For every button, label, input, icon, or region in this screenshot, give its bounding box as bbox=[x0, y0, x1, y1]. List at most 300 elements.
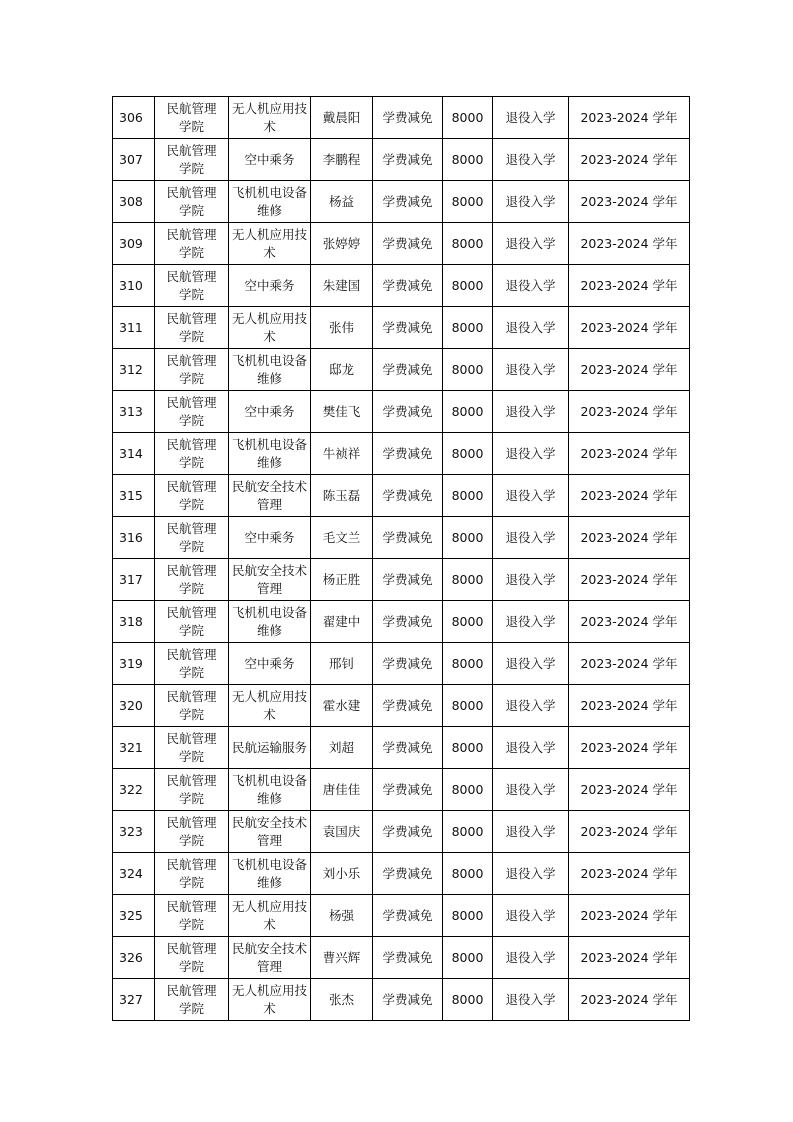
cell-academic-year-text: 2023-2024 学年 bbox=[580, 949, 678, 965]
cell-student-name-text: 杨益 bbox=[328, 193, 354, 209]
cell-student-name-text: 戴晨阳 bbox=[322, 109, 361, 125]
cell-student-name bbox=[311, 433, 373, 475]
cell-reason-text: 退役入学 bbox=[505, 991, 556, 1007]
cell-student-name bbox=[311, 349, 373, 391]
cell-college-text: 民航管理学院 bbox=[166, 814, 217, 848]
cell-major bbox=[229, 97, 311, 139]
cell-college-text: 民航管理学院 bbox=[166, 646, 217, 680]
cell-aid-type bbox=[373, 391, 443, 433]
cell-college-text: 民航管理学院 bbox=[166, 982, 217, 1016]
cell-major bbox=[229, 391, 311, 433]
cell-major bbox=[229, 517, 311, 559]
cell-major bbox=[229, 727, 311, 769]
cell-row-number bbox=[113, 979, 155, 1021]
cell-student-name-text: 张杰 bbox=[328, 991, 354, 1007]
cell-academic-year bbox=[569, 223, 690, 265]
cell-reason-text: 退役入学 bbox=[505, 193, 556, 209]
cell-major-text: 民航运输服务 bbox=[231, 739, 307, 755]
table-row bbox=[113, 811, 690, 853]
cell-amount bbox=[443, 97, 493, 139]
cell-college bbox=[155, 139, 229, 181]
cell-student-name bbox=[311, 475, 373, 517]
table-row bbox=[113, 139, 690, 181]
cell-aid-type-text: 学费减免 bbox=[382, 193, 433, 209]
cell-reason-text: 退役入学 bbox=[505, 823, 556, 839]
cell-reason bbox=[493, 223, 569, 265]
cell-amount bbox=[443, 685, 493, 727]
cell-amount bbox=[443, 349, 493, 391]
cell-academic-year bbox=[569, 895, 690, 937]
cell-student-name bbox=[311, 727, 373, 769]
cell-major-text: 飞机机电设备维修 bbox=[231, 184, 307, 218]
cell-college-text: 民航管理学院 bbox=[166, 436, 217, 470]
cell-academic-year-text: 2023-2024 学年 bbox=[580, 907, 678, 923]
cell-reason bbox=[493, 685, 569, 727]
cell-major bbox=[229, 349, 311, 391]
table-row bbox=[113, 769, 690, 811]
cell-reason-text: 退役入学 bbox=[505, 109, 556, 125]
cell-college bbox=[155, 391, 229, 433]
cell-major-text: 空中乘务 bbox=[244, 655, 295, 671]
cell-major-text: 民航安全技术管理 bbox=[231, 814, 307, 848]
cell-major bbox=[229, 559, 311, 601]
cell-amount bbox=[443, 517, 493, 559]
cell-college-text: 民航管理学院 bbox=[166, 310, 217, 344]
cell-major-text: 民航安全技术管理 bbox=[231, 940, 307, 974]
cell-aid-type bbox=[373, 979, 443, 1021]
cell-college-text: 民航管理学院 bbox=[166, 394, 217, 428]
cell-amount-text: 8000 bbox=[451, 949, 484, 965]
cell-student-name-text: 翟建中 bbox=[322, 613, 361, 629]
cell-amount-text: 8000 bbox=[451, 781, 484, 797]
table-body bbox=[113, 97, 690, 1021]
cell-major bbox=[229, 685, 311, 727]
cell-reason bbox=[493, 937, 569, 979]
table-row bbox=[113, 433, 690, 475]
cell-major-text: 飞机机电设备维修 bbox=[231, 856, 307, 890]
cell-row-number-text: 312 bbox=[119, 361, 143, 377]
cell-major-text: 飞机机电设备维修 bbox=[231, 772, 307, 806]
cell-academic-year-text: 2023-2024 学年 bbox=[580, 403, 678, 419]
cell-student-name bbox=[311, 643, 373, 685]
cell-reason bbox=[493, 475, 569, 517]
cell-amount bbox=[443, 895, 493, 937]
cell-row-number-text: 313 bbox=[119, 403, 143, 419]
cell-aid-type bbox=[373, 517, 443, 559]
cell-student-name-text: 袁国庆 bbox=[322, 823, 361, 839]
cell-major-text: 无人机应用技术 bbox=[231, 100, 307, 134]
cell-academic-year-text: 2023-2024 学年 bbox=[580, 319, 678, 335]
cell-student-name-text: 曹兴辉 bbox=[322, 949, 361, 965]
cell-major-text: 空中乘务 bbox=[244, 277, 295, 293]
cell-reason bbox=[493, 349, 569, 391]
cell-reason-text: 退役入学 bbox=[505, 277, 556, 293]
cell-college-text: 民航管理学院 bbox=[166, 688, 217, 722]
cell-major-text: 飞机机电设备维修 bbox=[231, 352, 307, 386]
cell-college bbox=[155, 181, 229, 223]
cell-row-number bbox=[113, 265, 155, 307]
cell-row-number-text: 317 bbox=[119, 571, 143, 587]
cell-student-name bbox=[311, 265, 373, 307]
cell-amount bbox=[443, 181, 493, 223]
cell-academic-year bbox=[569, 853, 690, 895]
cell-reason bbox=[493, 979, 569, 1021]
cell-student-name bbox=[311, 181, 373, 223]
cell-student-name bbox=[311, 601, 373, 643]
cell-major-text: 民航安全技术管理 bbox=[231, 562, 307, 596]
table-row bbox=[113, 685, 690, 727]
cell-aid-type-text: 学费减免 bbox=[382, 403, 433, 419]
cell-row-number bbox=[113, 139, 155, 181]
cell-major bbox=[229, 307, 311, 349]
cell-row-number bbox=[113, 223, 155, 265]
cell-aid-type bbox=[373, 727, 443, 769]
cell-student-name-text: 牛祯祥 bbox=[322, 445, 361, 461]
tuition-waiver-table bbox=[112, 96, 690, 1021]
cell-college bbox=[155, 979, 229, 1021]
cell-reason bbox=[493, 559, 569, 601]
cell-academic-year bbox=[569, 979, 690, 1021]
cell-major bbox=[229, 853, 311, 895]
cell-reason-text: 退役入学 bbox=[505, 739, 556, 755]
cell-amount-text: 8000 bbox=[451, 445, 484, 461]
cell-row-number bbox=[113, 391, 155, 433]
cell-amount bbox=[443, 391, 493, 433]
cell-major bbox=[229, 643, 311, 685]
cell-student-name bbox=[311, 979, 373, 1021]
cell-amount-text: 8000 bbox=[451, 193, 484, 209]
cell-college-text: 民航管理学院 bbox=[166, 562, 217, 596]
cell-academic-year-text: 2023-2024 学年 bbox=[580, 823, 678, 839]
cell-major-text: 空中乘务 bbox=[244, 403, 295, 419]
cell-college bbox=[155, 307, 229, 349]
cell-aid-type-text: 学费减免 bbox=[382, 277, 433, 293]
cell-student-name bbox=[311, 559, 373, 601]
cell-amount bbox=[443, 727, 493, 769]
cell-academic-year bbox=[569, 391, 690, 433]
cell-student-name bbox=[311, 811, 373, 853]
cell-major bbox=[229, 139, 311, 181]
cell-academic-year-text: 2023-2024 学年 bbox=[580, 277, 678, 293]
cell-row-number bbox=[113, 433, 155, 475]
cell-amount-text: 8000 bbox=[451, 487, 484, 503]
cell-reason bbox=[493, 391, 569, 433]
cell-reason-text: 退役入学 bbox=[505, 487, 556, 503]
cell-aid-type-text: 学费减免 bbox=[382, 571, 433, 587]
cell-aid-type bbox=[373, 811, 443, 853]
cell-row-number bbox=[113, 643, 155, 685]
cell-amount-text: 8000 bbox=[451, 403, 484, 419]
cell-academic-year bbox=[569, 349, 690, 391]
cell-college bbox=[155, 223, 229, 265]
cell-reason-text: 退役入学 bbox=[505, 319, 556, 335]
cell-amount bbox=[443, 853, 493, 895]
cell-major bbox=[229, 895, 311, 937]
cell-row-number bbox=[113, 727, 155, 769]
cell-student-name-text: 唐佳佳 bbox=[322, 781, 361, 797]
cell-amount-text: 8000 bbox=[451, 655, 484, 671]
cell-row-number-text: 314 bbox=[119, 445, 143, 461]
cell-student-name bbox=[311, 937, 373, 979]
cell-academic-year-text: 2023-2024 学年 bbox=[580, 655, 678, 671]
cell-student-name bbox=[311, 391, 373, 433]
table-row bbox=[113, 601, 690, 643]
cell-academic-year bbox=[569, 937, 690, 979]
cell-student-name-text: 邸龙 bbox=[328, 361, 354, 377]
cell-academic-year-text: 2023-2024 学年 bbox=[580, 109, 678, 125]
cell-student-name-text: 杨强 bbox=[328, 907, 354, 923]
cell-college bbox=[155, 853, 229, 895]
cell-academic-year bbox=[569, 811, 690, 853]
cell-aid-type-text: 学费减免 bbox=[382, 655, 433, 671]
cell-row-number bbox=[113, 475, 155, 517]
cell-row-number bbox=[113, 559, 155, 601]
cell-academic-year bbox=[569, 97, 690, 139]
cell-row-number bbox=[113, 517, 155, 559]
cell-amount bbox=[443, 643, 493, 685]
table-row bbox=[113, 97, 690, 139]
cell-amount bbox=[443, 601, 493, 643]
cell-amount-text: 8000 bbox=[451, 697, 484, 713]
cell-row-number-text: 309 bbox=[119, 235, 143, 251]
cell-aid-type-text: 学费减免 bbox=[382, 613, 433, 629]
cell-amount-text: 8000 bbox=[451, 907, 484, 923]
cell-amount-text: 8000 bbox=[451, 739, 484, 755]
cell-row-number bbox=[113, 349, 155, 391]
cell-amount bbox=[443, 475, 493, 517]
cell-student-name-text: 陈玉磊 bbox=[322, 487, 361, 503]
cell-reason bbox=[493, 97, 569, 139]
cell-row-number-text: 306 bbox=[119, 109, 143, 125]
cell-major bbox=[229, 475, 311, 517]
cell-college bbox=[155, 895, 229, 937]
cell-reason-text: 退役入学 bbox=[505, 235, 556, 251]
cell-student-name bbox=[311, 895, 373, 937]
cell-major bbox=[229, 601, 311, 643]
table-row bbox=[113, 307, 690, 349]
cell-row-number bbox=[113, 811, 155, 853]
cell-row-number bbox=[113, 769, 155, 811]
cell-academic-year-text: 2023-2024 学年 bbox=[580, 865, 678, 881]
cell-major bbox=[229, 769, 311, 811]
cell-aid-type bbox=[373, 433, 443, 475]
cell-reason bbox=[493, 181, 569, 223]
cell-academic-year bbox=[569, 433, 690, 475]
cell-reason bbox=[493, 601, 569, 643]
cell-college bbox=[155, 769, 229, 811]
cell-college bbox=[155, 349, 229, 391]
cell-row-number bbox=[113, 937, 155, 979]
cell-row-number-text: 311 bbox=[119, 319, 143, 335]
cell-academic-year-text: 2023-2024 学年 bbox=[580, 613, 678, 629]
table-row bbox=[113, 895, 690, 937]
cell-reason bbox=[493, 433, 569, 475]
page-content bbox=[112, 96, 690, 1021]
cell-aid-type-text: 学费减免 bbox=[382, 151, 433, 167]
cell-aid-type bbox=[373, 475, 443, 517]
cell-academic-year bbox=[569, 685, 690, 727]
cell-row-number-text: 321 bbox=[119, 739, 143, 755]
cell-row-number-text: 326 bbox=[119, 949, 143, 965]
cell-major-text: 民航安全技术管理 bbox=[231, 478, 307, 512]
cell-aid-type bbox=[373, 601, 443, 643]
cell-aid-type-text: 学费减免 bbox=[382, 781, 433, 797]
cell-student-name-text: 毛文兰 bbox=[322, 529, 361, 545]
cell-aid-type bbox=[373, 181, 443, 223]
cell-student-name-text: 刘小乐 bbox=[322, 865, 361, 881]
cell-college-text: 民航管理学院 bbox=[166, 142, 217, 176]
cell-major bbox=[229, 433, 311, 475]
cell-aid-type bbox=[373, 265, 443, 307]
cell-reason bbox=[493, 853, 569, 895]
cell-academic-year-text: 2023-2024 学年 bbox=[580, 697, 678, 713]
cell-major bbox=[229, 223, 311, 265]
cell-academic-year bbox=[569, 475, 690, 517]
cell-college-text: 民航管理学院 bbox=[166, 772, 217, 806]
cell-college-text: 民航管理学院 bbox=[166, 184, 217, 218]
cell-college bbox=[155, 937, 229, 979]
cell-college-text: 民航管理学院 bbox=[166, 100, 217, 134]
cell-major-text: 飞机机电设备维修 bbox=[231, 436, 307, 470]
cell-academic-year-text: 2023-2024 学年 bbox=[580, 193, 678, 209]
cell-reason-text: 退役入学 bbox=[505, 403, 556, 419]
cell-student-name bbox=[311, 223, 373, 265]
cell-aid-type-text: 学费减免 bbox=[382, 529, 433, 545]
cell-aid-type-text: 学费减免 bbox=[382, 739, 433, 755]
cell-major-text: 无人机应用技术 bbox=[231, 310, 307, 344]
cell-reason bbox=[493, 139, 569, 181]
cell-major-text: 无人机应用技术 bbox=[231, 226, 307, 260]
cell-amount bbox=[443, 811, 493, 853]
cell-amount-text: 8000 bbox=[451, 361, 484, 377]
cell-college-text: 民航管理学院 bbox=[166, 352, 217, 386]
cell-amount-text: 8000 bbox=[451, 109, 484, 125]
cell-aid-type-text: 学费减免 bbox=[382, 487, 433, 503]
cell-major-text: 空中乘务 bbox=[244, 529, 295, 545]
cell-row-number-text: 310 bbox=[119, 277, 143, 293]
cell-major-text: 空中乘务 bbox=[244, 151, 295, 167]
cell-aid-type bbox=[373, 895, 443, 937]
cell-academic-year-text: 2023-2024 学年 bbox=[580, 487, 678, 503]
cell-reason-text: 退役入学 bbox=[505, 697, 556, 713]
cell-aid-type bbox=[373, 139, 443, 181]
cell-aid-type-text: 学费减免 bbox=[382, 361, 433, 377]
cell-row-number-text: 324 bbox=[119, 865, 143, 881]
cell-aid-type bbox=[373, 223, 443, 265]
cell-academic-year-text: 2023-2024 学年 bbox=[580, 739, 678, 755]
cell-college bbox=[155, 685, 229, 727]
cell-reason-text: 退役入学 bbox=[505, 361, 556, 377]
table-row bbox=[113, 475, 690, 517]
cell-row-number-text: 319 bbox=[119, 655, 143, 671]
cell-college-text: 民航管理学院 bbox=[166, 268, 217, 302]
cell-amount bbox=[443, 937, 493, 979]
cell-major-text: 无人机应用技术 bbox=[231, 898, 307, 932]
cell-student-name-text: 邢钊 bbox=[328, 655, 354, 671]
cell-student-name bbox=[311, 853, 373, 895]
cell-amount-text: 8000 bbox=[451, 991, 484, 1007]
cell-student-name bbox=[311, 307, 373, 349]
cell-student-name-text: 霍水建 bbox=[322, 697, 361, 713]
cell-college-text: 民航管理学院 bbox=[166, 604, 217, 638]
cell-reason bbox=[493, 769, 569, 811]
cell-aid-type bbox=[373, 937, 443, 979]
table-row bbox=[113, 853, 690, 895]
cell-major bbox=[229, 181, 311, 223]
cell-academic-year-text: 2023-2024 学年 bbox=[580, 781, 678, 797]
cell-major-text: 飞机机电设备维修 bbox=[231, 604, 307, 638]
cell-aid-type-text: 学费减免 bbox=[382, 697, 433, 713]
table-row bbox=[113, 223, 690, 265]
cell-student-name-text: 张婷婷 bbox=[322, 235, 361, 251]
cell-row-number bbox=[113, 895, 155, 937]
cell-student-name bbox=[311, 517, 373, 559]
cell-student-name bbox=[311, 97, 373, 139]
cell-row-number-text: 308 bbox=[119, 193, 143, 209]
cell-college bbox=[155, 559, 229, 601]
cell-academic-year-text: 2023-2024 学年 bbox=[580, 151, 678, 167]
cell-academic-year-text: 2023-2024 学年 bbox=[580, 445, 678, 461]
cell-aid-type bbox=[373, 349, 443, 391]
cell-row-number-text: 307 bbox=[119, 151, 143, 167]
cell-amount bbox=[443, 307, 493, 349]
cell-college bbox=[155, 811, 229, 853]
cell-reason-text: 退役入学 bbox=[505, 613, 556, 629]
cell-row-number bbox=[113, 853, 155, 895]
cell-amount-text: 8000 bbox=[451, 151, 484, 167]
cell-row-number-text: 323 bbox=[119, 823, 143, 839]
cell-student-name-text: 张伟 bbox=[328, 319, 354, 335]
cell-amount-text: 8000 bbox=[451, 571, 484, 587]
cell-row-number-text: 322 bbox=[119, 781, 143, 797]
cell-major bbox=[229, 979, 311, 1021]
cell-academic-year-text: 2023-2024 学年 bbox=[580, 235, 678, 251]
cell-amount bbox=[443, 979, 493, 1021]
cell-row-number-text: 316 bbox=[119, 529, 143, 545]
cell-aid-type bbox=[373, 685, 443, 727]
cell-aid-type bbox=[373, 97, 443, 139]
cell-reason-text: 退役入学 bbox=[505, 907, 556, 923]
cell-aid-type-text: 学费减免 bbox=[382, 445, 433, 461]
cell-major-text: 无人机应用技术 bbox=[231, 982, 307, 1016]
cell-aid-type-text: 学费减免 bbox=[382, 823, 433, 839]
cell-major bbox=[229, 265, 311, 307]
cell-aid-type-text: 学费减免 bbox=[382, 319, 433, 335]
cell-college-text: 民航管理学院 bbox=[166, 478, 217, 512]
cell-college-text: 民航管理学院 bbox=[166, 520, 217, 554]
cell-college bbox=[155, 727, 229, 769]
cell-aid-type-text: 学费减免 bbox=[382, 991, 433, 1007]
cell-academic-year bbox=[569, 265, 690, 307]
cell-college bbox=[155, 517, 229, 559]
cell-reason bbox=[493, 307, 569, 349]
cell-reason bbox=[493, 643, 569, 685]
cell-reason-text: 退役入学 bbox=[505, 949, 556, 965]
cell-reason bbox=[493, 517, 569, 559]
cell-college-text: 民航管理学院 bbox=[166, 226, 217, 260]
cell-aid-type bbox=[373, 643, 443, 685]
cell-amount-text: 8000 bbox=[451, 865, 484, 881]
cell-student-name bbox=[311, 769, 373, 811]
cell-academic-year bbox=[569, 727, 690, 769]
cell-row-number bbox=[113, 307, 155, 349]
cell-reason-text: 退役入学 bbox=[505, 151, 556, 167]
cell-academic-year-text: 2023-2024 学年 bbox=[580, 991, 678, 1007]
cell-row-number bbox=[113, 97, 155, 139]
cell-reason bbox=[493, 811, 569, 853]
table-row bbox=[113, 391, 690, 433]
cell-student-name bbox=[311, 685, 373, 727]
